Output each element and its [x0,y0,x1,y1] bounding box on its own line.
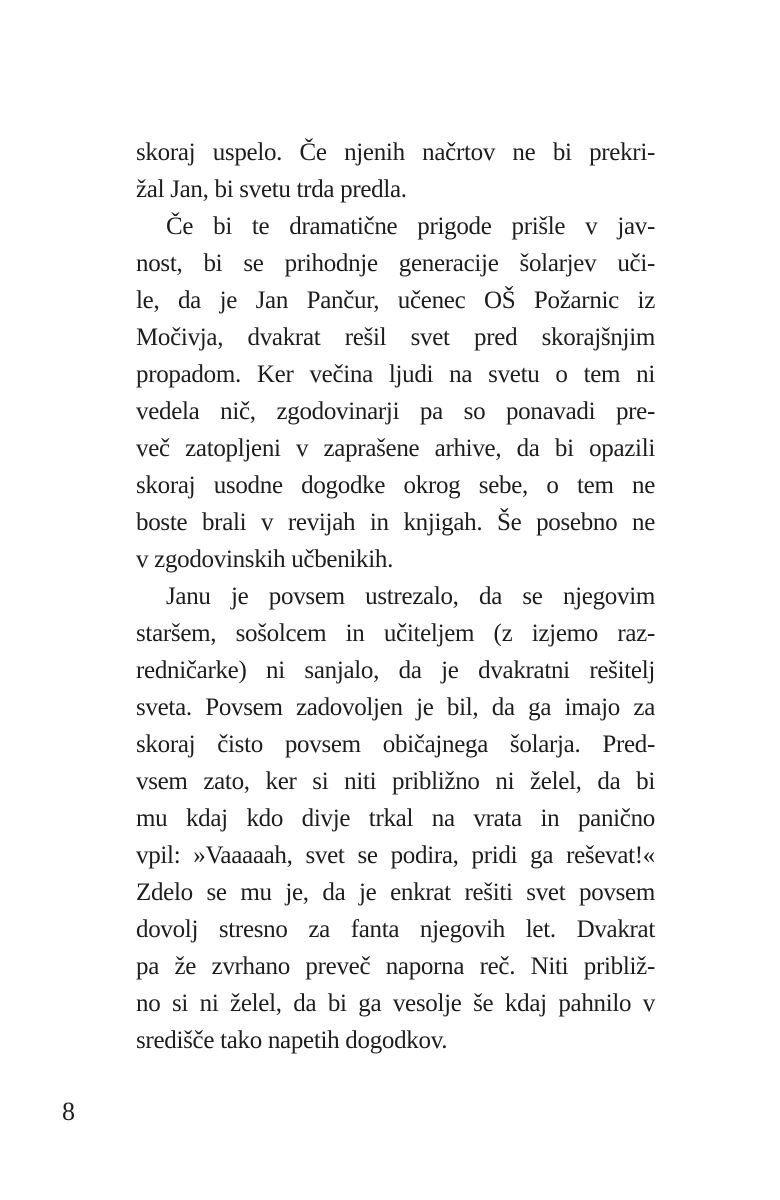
text-line: dovolj stresno za fanta njegovih let. Dvakrat [136,916,655,943]
text-line: le, da je Jan Pančur, učenec OŠ Požarnic iz [136,287,655,314]
text-line: skoraj usodne dogodke okrog sebe, o tem ne [136,472,655,499]
text-line: Če bi te dramatične prigode prišle v jav- [166,213,655,240]
text-line: no si ni želel, da bi ga vesolje še kdaj pahnilo v [136,990,655,1017]
text-line: Zdelo se mu je, da je enkrat rešiti svet povsem [136,879,655,906]
text-line: v zgodovinskih učbenikih. [136,546,394,573]
text-line: nost, bi se prihodnje generacije šolarjev uči- [136,250,655,277]
page-number: 8 [62,1097,75,1126]
text-line: več zatopljeni v zaprašene arhive, da bi opazili [136,435,655,462]
text-line: propadom. Ker večina ljudi na svetu o tem ni [136,361,655,388]
text-line: skoraj uspelo. Če njenih načrtov ne bi prekri- [136,139,655,166]
text-line: vpil: »Vaaaaah, svet se podira, pridi ga reševat!« [136,842,655,869]
paragraph [136,134,655,208]
text-line: pa že zvrhano preveč naporna reč. Niti približ- [136,953,655,980]
page-text-block [136,134,655,1059]
text-line: staršem, sošolcem in učiteljem (z izjemo raz- [136,620,655,647]
text-line: vsem zato, ker si niti približno ni želel, da bi [136,768,655,795]
text-line: vedela nič, zgodovinarji pa so ponavadi pre- [136,398,655,425]
text-line: skoraj čisto povsem običajnega šolarja. Pred- [136,731,655,758]
paragraph [136,208,655,578]
text-line: žal Jan, bi svetu trda predla. [136,176,407,203]
text-line: Janu je povsem ustrezalo, da se njegovim [166,583,655,610]
text-line: boste brali v revijah in knjigah. Še posebno ne [136,509,655,536]
text-line: mu kdaj kdo divje trkal na vrata in panično [136,805,655,832]
text-line: središče tako napetih dogodkov. [136,1027,448,1054]
text-line: sveta. Povsem zadovoljen je bil, da ga imajo za [136,694,655,721]
text-line: redničarke) ni sanjalo, da je dvakratni rešitelj [136,657,655,684]
text-line: Močivja, dvakrat rešil svet pred skorajšnjim [136,324,655,351]
paragraph [136,578,655,1059]
